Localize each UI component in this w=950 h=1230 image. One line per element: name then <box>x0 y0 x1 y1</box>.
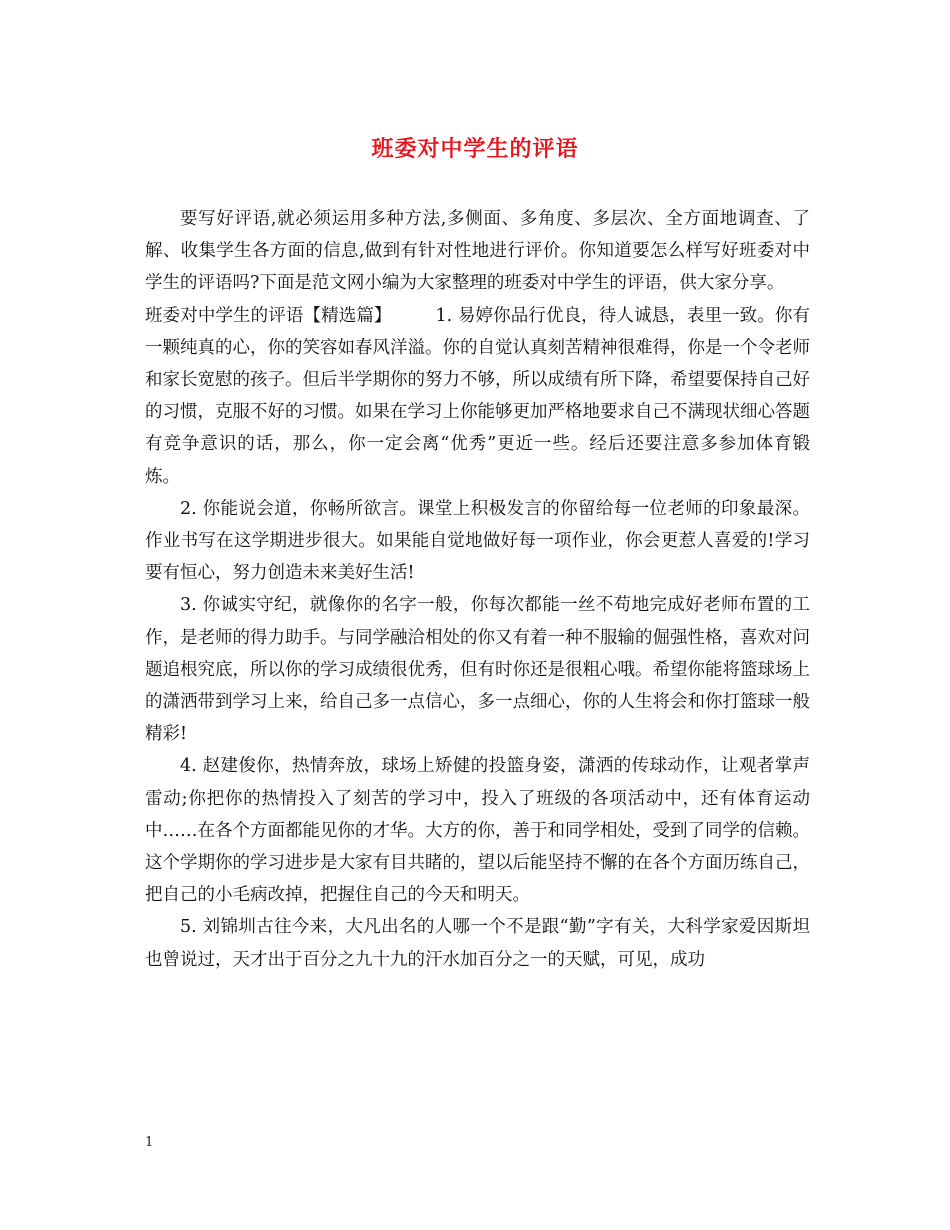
item-5-paragraph: 5. 刘锦圳古往今来，大凡出名的人哪一个不是跟“勤”字有关，大科学家爱因斯坦也曾说过，天才出于百分之九十九的汗水加百分之一的天赋，可见，成功 <box>145 917 810 970</box>
page-number: 1 <box>145 1135 154 1150</box>
item-1-lead: 1. 易婷你品行优良，待人诚恳，表里一致。 <box>435 305 775 326</box>
document-body <box>145 203 810 976</box>
item-1-text: 你有一颗纯真的心，你的笑容如春风洋溢。你的自觉认真刻苦精神很难得，你是一个令老师和家长宽慰的孩子。但后半学期你的努力不够，所以成绩有所下降，希望要保持自己好的习惯，克服不好的习惯。如果在学习上你能够更加严格地要求自己不满现状细心答题有竞争意识的话，那么，你一定会离“优秀”更近一些。经后还要注意多参加体育锻炼。 <box>145 305 811 487</box>
section-paragraph-item-1 <box>145 300 810 493</box>
intro-paragraph: 要写好评语,就必须运用多种方法,多侧面、多角度、多层次、全方面地调查、了解、收集学生各方面的信息,做到有针对性地进行评价。你知道要怎么样写好班委对中学生的评语吗?下面是范文网小编为大家整理的班委对中学生的评语，供大家分享。 <box>145 209 810 294</box>
section-heading: 班委对中学生的评语【精选篇】 <box>145 305 392 326</box>
item-2-paragraph: 2. 你能说会道，你畅所欲言。课堂上积极发言的你留给每一位老师的印象最深。作业书写在这学期进步很大。如果能自觉地做好每一项作业，你会更惹人喜爱的!学习要有恒心，努力创造未来美好生活! <box>145 498 810 584</box>
item-3-paragraph: 3. 你诚实守纪，就像你的名字一般，你每次都能一丝不苟地完成好老师布置的工作，是老师的得力助手。与同学融洽相处的你又有着一种不服输的倔强性格，喜欢对问题追根究底，所以你的学习成绩很优秀，但有时你还是很粗心哦。希望你能将篮球场上的潇洒带到学习上来，给自己多一点信心，多一点细心，你的人生将会和你打篮球一般精彩! <box>145 595 810 745</box>
document-title: 班委对中学生的评语 <box>371 136 579 162</box>
item-4-paragraph: 4. 赵建俊你，热情奔放，球场上矫健的投篮身姿，潇洒的传球动作，让观者掌声雷动;你把你的热情投入了刻苦的学习中，投入了班级的各项活动中，还有体育运动中……在各个方面都能见你的才华。大方的你，善于和同学相处，受到了同学的信赖。这个学期你的学习进步是大家有目共睹的，望以后能坚持不懈的在各个方面历练自己，把自己的小毛病改掉，把握住自己的今天和明天。 <box>145 756 810 906</box>
